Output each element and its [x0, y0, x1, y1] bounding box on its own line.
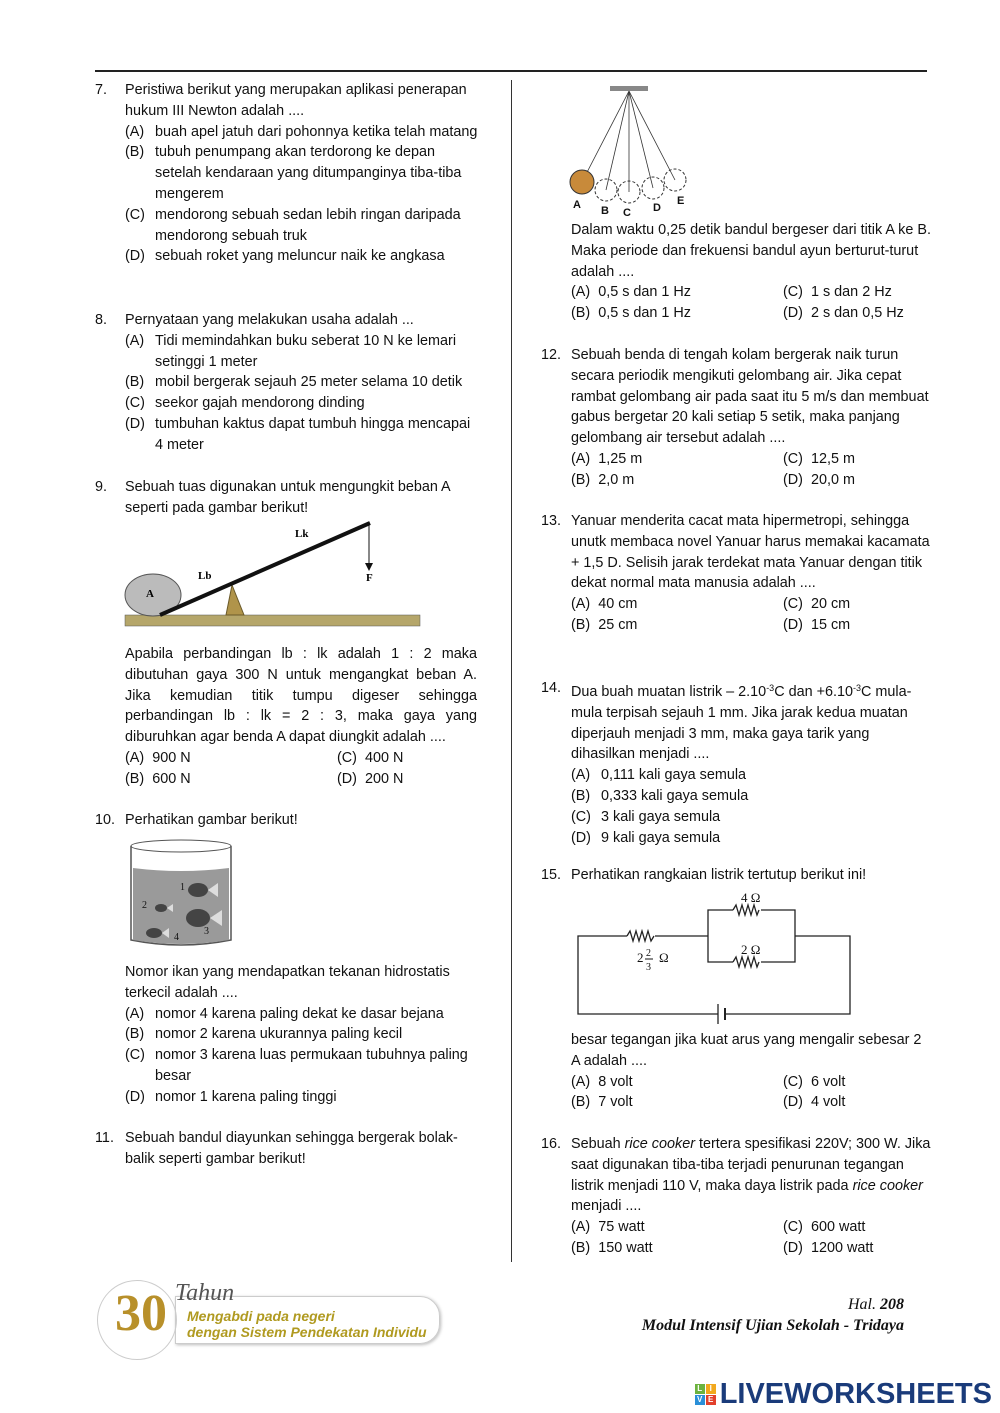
lever-figure: [120, 515, 430, 630]
option-b[interactable]: (B) mobil bergerak sejauh 25 meter selama 10 detik: [125, 374, 463, 391]
question-number: 14.: [541, 680, 562, 696]
option-a[interactable]: (A) nomor 4 karena paling dekat ke dasar bejana: [125, 1005, 444, 1022]
option-a[interactable]: (A) 75 watt: [571, 1219, 645, 1236]
svg-text:3: 3: [204, 926, 209, 937]
option-c[interactable]: (C) seekor gajah mendorong dinding: [125, 395, 365, 412]
svg-text:2: 2: [646, 948, 651, 959]
svg-text:D: D: [653, 202, 661, 214]
question-stem: Perhatikan rangkaian listrik tertutup berikut ini!: [571, 867, 867, 883]
question-13: [541, 511, 931, 636]
option-c[interactable]: (C) 20 cm: [783, 596, 851, 613]
option-c[interactable]: (C) 1 s dan 2 Hz: [783, 284, 892, 301]
question-10: [95, 810, 480, 831]
question-11: [95, 1128, 480, 1170]
option-c[interactable]: (C) 400 N: [337, 749, 404, 766]
svg-text:4: 4: [174, 932, 179, 943]
option-b[interactable]: (B) 25 cm: [571, 616, 638, 633]
option-b[interactable]: (B) nomor 2 karena ukurannya paling kecil: [125, 1026, 403, 1043]
svg-text:B: B: [601, 205, 609, 217]
question-number: 12.: [541, 347, 562, 363]
option-c[interactable]: (C) 600 watt: [783, 1219, 866, 1236]
question-number: 15.: [541, 867, 562, 883]
question-stem: Perhatikan gambar berikut!: [125, 812, 298, 828]
svg-text:E: E: [677, 195, 685, 207]
option-b[interactable]: (B) 0,5 s dan 1 Hz: [571, 305, 691, 322]
option-a[interactable]: (A) 1,25 m: [571, 450, 643, 467]
svg-text:2 Ω: 2 Ω: [741, 942, 761, 957]
question-stem: Sebuah rice cooker tertera spesifikasi 220V; 300 W. Jika saat digunakan tiba-tiba terjadi penurunan tegangan listrik menjadi 110 V, maka daya listrik pada rice cooker menjadi ....: [571, 1136, 931, 1215]
question-15: [541, 865, 931, 886]
option-c[interactable]: (C) 6 volt: [783, 1073, 846, 1090]
svg-text:1: 1: [180, 882, 185, 893]
question-number: 7.: [95, 82, 108, 98]
question-9-continued: Apabila perbandingan lb : lk adalah 1 : 2 maka dibutuhan gaya 300 N untuk mengangkat beban A. Jika kemudian titik tumpu digeser sehingga perbandingan lb : lk = 2 : 3, maka gaya yang diburuhkan agar benda A dapat diungkit adalah .... (A) 900 N (C) 400 N (B) 600 N (D) 200 N: [95, 644, 477, 790]
svg-text:2: 2: [637, 950, 644, 965]
question-stem: Pernyataan yang melakukan usaha adalah ...: [125, 312, 414, 328]
option-d[interactable]: (D) nomor 1 karena paling tinggi: [125, 1088, 337, 1105]
question-stem: Sebuah bandul diayunkan sehingga bergerak bolak-balik seperti gambar berikut!: [125, 1130, 458, 1167]
question-stem: Sebuah tuas digunakan untuk mengungkit beban A seperti pada gambar berikut!: [125, 479, 450, 516]
option-a[interactable]: (A) 8 volt: [571, 1073, 633, 1090]
question-16: [541, 1134, 931, 1259]
question-8: [95, 310, 480, 456]
question-9: [95, 477, 480, 519]
question-stem: Sebuah benda di tengah kolam bergerak naik turun secara periodik mengikuti gelombang air. Jika cepat rambat gelombang air pada saat itu 5 m/s dan membuat gabus bergetar 20 kali setiap 5 setik, maka panjang gelombang air tersebut adalah ....: [571, 347, 929, 447]
option-d[interactable]: (D) 2 s dan 0,5 Hz: [783, 305, 904, 322]
option-d[interactable]: (D) 9 kali gaya semula: [571, 829, 721, 846]
question-number: 16.: [541, 1136, 562, 1152]
option-c[interactable]: (C) nomor 3 karena luas permukaan tubuhnya paling besar: [125, 1047, 468, 1084]
label-lb: Lb: [198, 570, 212, 582]
option-a[interactable]: (A) 0,5 s dan 1 Hz: [571, 284, 691, 301]
label-f: F: [366, 572, 373, 584]
svg-text:2: 2: [142, 900, 147, 911]
question-7: [95, 80, 480, 267]
option-d[interactable]: (D) tumbuhan kaktus dapat tumbuh hingga mencapai 4 meter: [125, 415, 471, 453]
question-14: [541, 678, 931, 848]
svg-text:4 Ω: 4 Ω: [741, 890, 761, 905]
column-divider: [511, 80, 512, 1262]
option-a[interactable]: (A) buah apel jatuh dari pohonnya ketika telah matang: [125, 123, 478, 140]
label-a: A: [146, 588, 154, 600]
option-a[interactable]: (A) 40 cm: [571, 596, 638, 613]
svg-text:Ω: Ω: [659, 950, 669, 965]
question-stem: Yanuar menderita cacat mata hipermetropi, sehingga unutk membaca novel Yanuar harus memakai kacamata + 1,5 D. Selisih jarak terdekat mata Yanuar dengan titik dekat normal mata manusia adalah ....: [571, 513, 930, 592]
option-b[interactable]: (B) 0,333 kali gaya semula: [571, 787, 749, 804]
question-11-continued: Dalam waktu 0,25 detik bandul bergeser dari titik A ke B. Maka periode dan frekuensi bandul ayun berturut-turut adalah .... (A) 0,5 s dan 1 Hz (C) 1 s dan 2 Hz (B) 0,5 s dan 1 Hz (D) 2 s dan 0,5 Hz: [541, 220, 931, 324]
module-title: Modul Intensif Ujian Sekolah - Tridaya: [641, 1317, 904, 1334]
question-number: 8.: [95, 312, 108, 328]
page-number: Hal. 208: [848, 1296, 904, 1313]
question-number: 9.: [95, 479, 108, 495]
question-number: 11.: [95, 1130, 114, 1146]
option-a[interactable]: (A) 900 N: [125, 749, 191, 766]
option-a[interactable]: (A) 0,111 kali gaya semula: [571, 767, 747, 784]
option-b[interactable]: (B) 2,0 m: [571, 471, 635, 488]
question-stem: Peristiwa berikut yang merupakan aplikasi penerapan hukum III Newton adalah ....: [125, 82, 467, 119]
question-15-continued: besar tegangan jika kuat arus yang mengalir sebesar 2 A adalah .... (A) 8 volt (C) 6 volt (B) 7 volt (D) 4 volt: [541, 1030, 931, 1113]
svg-text:A: A: [573, 199, 581, 211]
svg-text:C: C: [623, 207, 631, 219]
option-c[interactable]: (C) mendorong sebuah sedan lebih ringan daripada mendorong sebuah truk: [125, 206, 461, 244]
header-rule: [95, 70, 927, 72]
circuit-figure: [575, 886, 855, 1031]
option-d[interactable]: (D) sebuah roket yang meluncur naik ke angkasa: [125, 248, 445, 265]
fish-tank-figure: [128, 838, 236, 950]
question-number: 13.: [541, 513, 562, 529]
anniversary-logo: 30 Tahun Mengabdi pada negeri dengan Sistem Pendekatan Individu: [95, 1278, 445, 1363]
option-d[interactable]: (D) 15 cm: [783, 616, 851, 633]
option-d[interactable]: (D) 20,0 m: [783, 471, 855, 488]
option-d[interactable]: (D) 4 volt: [783, 1094, 846, 1111]
option-c[interactable]: (C) 12,5 m: [783, 450, 855, 467]
option-b[interactable]: (B) 600 N: [125, 770, 191, 787]
label-lk: Lk: [295, 528, 309, 540]
question-10-continued: Nomor ikan yang mendapatkan tekanan hidrostatis terkecil adalah .... (A) nomor 4 karena paling dekat ke dasar bejana (B) nomor 2 karena ukurannya paling kecil (C) nomor 3 karena luas permukaan tubuhnya paling besar (D) nomor 1 karena paling tinggi: [95, 962, 480, 1108]
liveworksheets-logo-icon: L I V E: [695, 1384, 716, 1405]
pendulum-figure: [565, 84, 695, 219]
svg-text:3: 3: [646, 962, 651, 973]
question-number: 10.: [95, 812, 116, 828]
question-stem: Dua buah muatan listrik – $2.10^{-3}C$ dan $+6.10^{-3}C$ mula-mula terpisah sejauh 1 mm. Jika jarak kedua muatan diperjauh menjadi 3 mm, maka gaya tarik yang dihasilkan menjadi ....: [571, 683, 912, 763]
option-b[interactable]: (B) 150 watt: [571, 1239, 653, 1256]
option-d[interactable]: (D) 200 N: [337, 770, 404, 787]
question-12: [541, 345, 931, 491]
option-a[interactable]: (A) Tidi memindahkan buku seberat 10 N ke lemari setinggi 1 meter: [125, 332, 457, 370]
option-c[interactable]: (C) 3 kali gaya semula: [571, 808, 721, 825]
liveworksheets-watermark: L I V E LIVEWORKSHEETS: [695, 1378, 992, 1411]
option-b[interactable]: (B) 7 volt: [571, 1094, 633, 1111]
option-d[interactable]: (D) 1200 watt: [783, 1239, 874, 1256]
option-b[interactable]: (B) tubuh penumpang akan terdorong ke depan setelah kendaraan yang ditumpanginya tiba-tiba mengerem: [125, 144, 462, 202]
